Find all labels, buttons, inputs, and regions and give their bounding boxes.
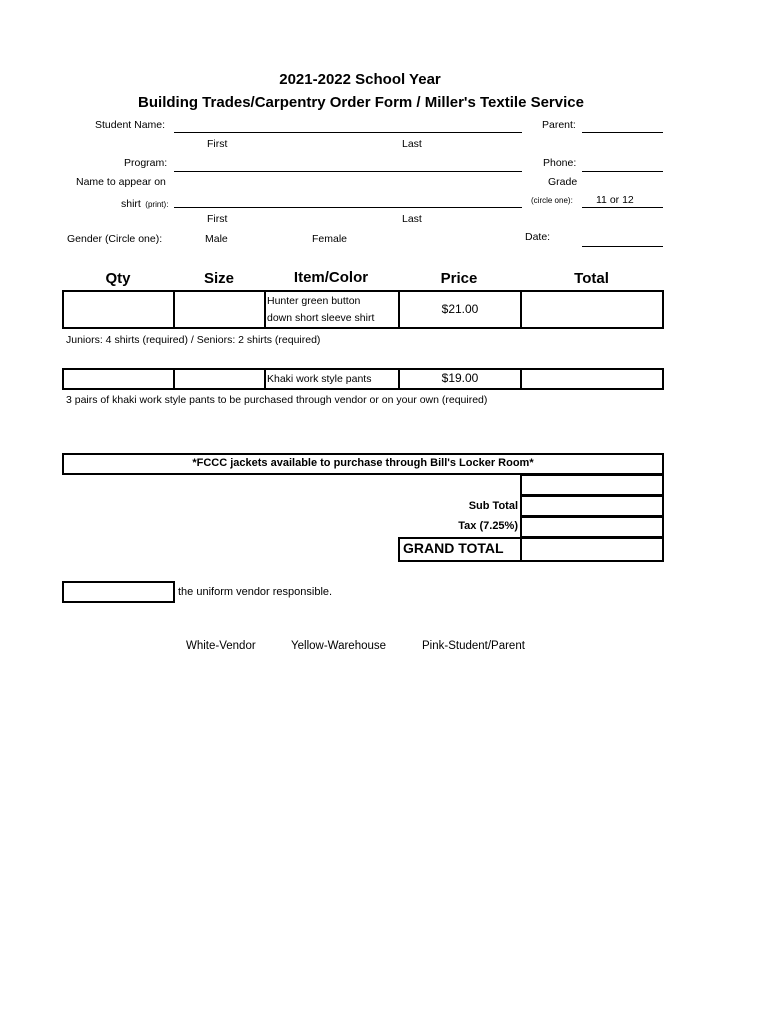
pants-item: Khaki work style pants xyxy=(267,373,372,385)
student-name-label: Student Name: xyxy=(95,119,166,131)
date-field[interactable] xyxy=(582,246,663,247)
pants-total-input[interactable] xyxy=(523,370,661,388)
last-name-caption: Last xyxy=(402,138,422,150)
gender-label: Gender (Circle one): xyxy=(67,233,163,245)
initials-box[interactable] xyxy=(62,581,175,603)
copy-yellow-warehouse: Yellow-Warehouse xyxy=(291,640,387,652)
program-label: Program: xyxy=(124,157,168,169)
phone-label: Phone: xyxy=(543,157,577,169)
copy-white-vendor: White-Vendor xyxy=(186,640,256,652)
student-name-field[interactable] xyxy=(174,132,522,133)
qty-header: Qty xyxy=(105,270,131,287)
program-field[interactable] xyxy=(174,171,522,172)
form-title: Building Trades/Carpentry Order Form / Miller's Textile Service xyxy=(138,94,584,111)
phone-field[interactable] xyxy=(582,171,663,172)
pants-price: $19.00 xyxy=(441,371,479,385)
name-appear-label: Name to appear on xyxy=(76,176,166,188)
pants-quantity-note: 3 pairs of khaki work style pants to be purchased through vendor or on your own (required) xyxy=(66,394,488,406)
last-name-caption-2: Last xyxy=(402,213,422,225)
grade-label: Grade xyxy=(548,176,578,188)
subtotal-label: Sub Total xyxy=(468,500,518,512)
pants-size-input[interactable] xyxy=(175,370,262,388)
pants-qty-input[interactable] xyxy=(64,370,171,388)
extra-total-cell xyxy=(520,474,664,496)
shirt-quantity-note: Juniors: 4 shirts (required) / Seniors: 2 shirts (required) xyxy=(66,334,321,346)
shirt-label: shirt xyxy=(121,198,141,210)
print-label: (print): xyxy=(145,200,169,209)
vendor-responsibility-note: the uniform vendor responsible. xyxy=(178,586,333,598)
shirt-total-input[interactable] xyxy=(523,292,661,327)
shirt-price: $21.00 xyxy=(441,302,479,316)
parent-label: Parent: xyxy=(542,119,576,131)
grand-total-field[interactable] xyxy=(520,537,664,562)
size-header: Size xyxy=(203,270,234,287)
tax-field[interactable] xyxy=(520,516,664,538)
shirt-size-input[interactable] xyxy=(175,292,262,327)
date-label: Date: xyxy=(525,231,551,243)
gender-female-option[interactable]: Female xyxy=(312,233,348,245)
first-name-caption-2: First xyxy=(207,213,228,225)
total-header: Total xyxy=(574,270,609,287)
shirt-name-field[interactable] xyxy=(174,207,522,208)
grand-total-label: GRAND TOTAL xyxy=(403,540,504,556)
grade-options[interactable]: 11 or 12 xyxy=(596,194,634,206)
shirt-qty-input[interactable] xyxy=(64,292,171,327)
tax-label: Tax (7.25%) xyxy=(458,520,518,532)
gender-male-option[interactable]: Male xyxy=(205,233,228,245)
grade-field-line xyxy=(582,207,663,208)
jackets-note: *FCCC jackets available to purchase through Bill's Locker Room* xyxy=(192,457,534,469)
shirt-print-label xyxy=(121,194,168,212)
item-color-header: Item/Color xyxy=(293,269,369,286)
circle-one-label: (circle one): xyxy=(531,196,573,205)
copy-pink-student-parent: Pink-Student/Parent xyxy=(422,640,525,652)
first-name-caption: First xyxy=(207,138,228,150)
subtotal-field[interactable] xyxy=(520,495,664,517)
school-year-heading: 2021-2022 School Year xyxy=(279,71,441,88)
parent-field[interactable] xyxy=(582,132,663,133)
price-header: Price xyxy=(440,270,478,287)
shirt-item-line2: down short sleeve shirt xyxy=(267,312,375,324)
shirt-item-line1: Hunter green button xyxy=(267,295,361,307)
